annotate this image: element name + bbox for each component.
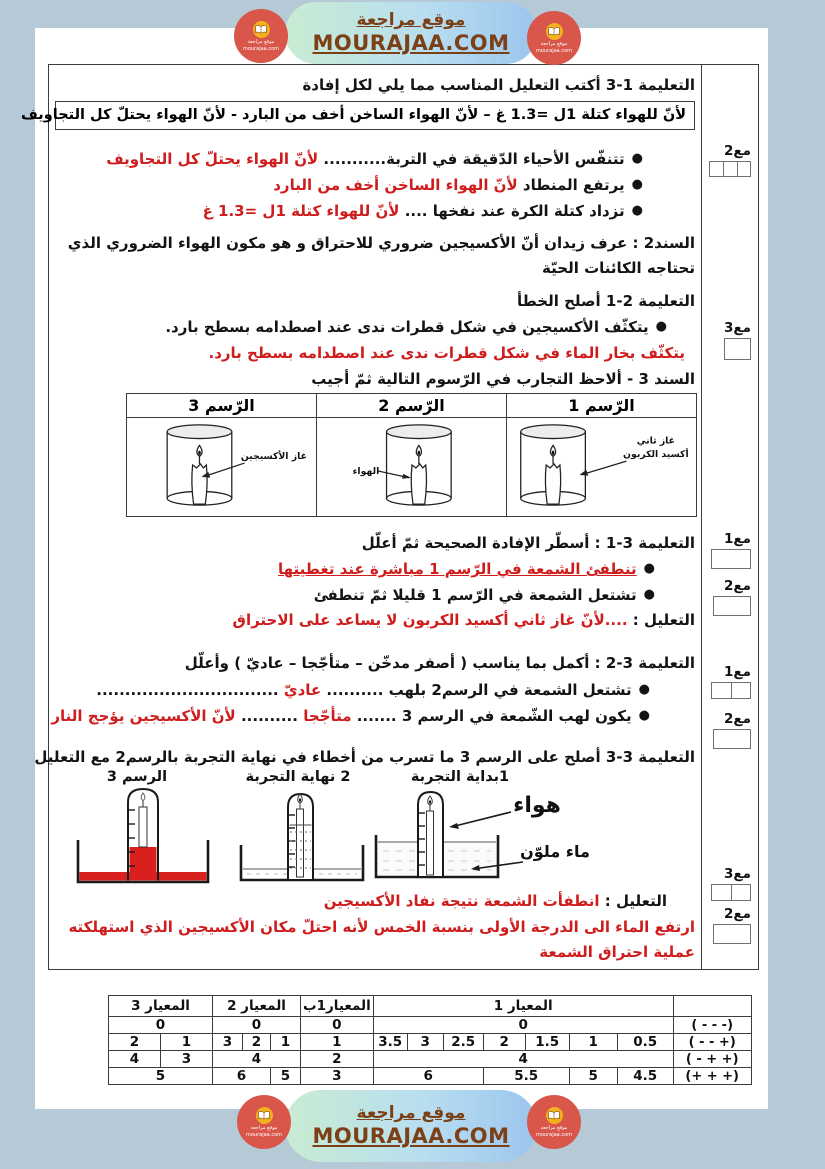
- logo-text-en: mourajaa.com: [246, 1131, 283, 1138]
- bullet-item: [55, 147, 643, 173]
- score-row: [109, 1068, 752, 1085]
- score-cell: 5: [271, 1068, 301, 1085]
- figure-caption-end: 2 نهاية التجربة: [245, 769, 351, 785]
- justification-1-text: ....لأنّ غاز ثاني أكسيد الكربون لا يساعد على الاحتراق: [232, 611, 628, 629]
- score-cell: 1: [301, 1034, 374, 1051]
- criterion-label: مع3: [724, 866, 751, 882]
- fill-1-question: تشتعل الشمعة في الرسم2 بلهب ..........: [326, 681, 632, 699]
- jar-cell-3: [127, 418, 317, 517]
- score-cell: 6: [373, 1068, 483, 1085]
- criterion-mark: [711, 532, 751, 569]
- fill-1-answer: عاديّ: [283, 681, 322, 699]
- statement-correct: [55, 557, 695, 583]
- bullet-dot-icon: ●: [638, 708, 650, 723]
- score-row: [109, 1034, 752, 1051]
- score-cell: 2.5: [443, 1034, 483, 1051]
- jar-table-header-2: الرّسم 2: [317, 394, 507, 418]
- logo-text-en: mourajaa.com: [536, 47, 573, 54]
- bullet-dot-icon: ●: [655, 319, 667, 334]
- figure-caption-start: 1بداية التجربة: [410, 769, 510, 785]
- book-icon: [546, 1107, 563, 1124]
- bullet-answer: لأنّ الهواء الساخن أخف من البارد: [273, 176, 518, 194]
- score-cell: 2: [301, 1051, 374, 1068]
- score-cell: 2: [243, 1034, 271, 1051]
- score-box: [713, 596, 751, 616]
- criterion-label: مع1: [724, 664, 751, 680]
- fill-2-dots: ..........: [240, 707, 298, 725]
- criterion-mark: [724, 321, 751, 360]
- justification-label: التعليل :: [632, 611, 695, 629]
- statement-wrong-text: تشتعل الشمعة في الرّسم 1 قليلا ثمّ تنطفئ: [313, 586, 637, 604]
- statement-correct-text: تنطفئ الشمعة في الرّسم 1 مباشرة عند تغطيتها: [277, 560, 637, 578]
- criterion-mark: [709, 144, 751, 177]
- jar-cell-2: [317, 418, 507, 517]
- criterion-label: مع2: [724, 143, 751, 159]
- bullet-dot-icon: ●: [631, 177, 643, 192]
- score-cell: 2: [483, 1034, 525, 1051]
- justification-bullet-list: [55, 147, 695, 225]
- fill-2-reason: لأنّ الأكسيجين يؤجج النار: [51, 707, 236, 725]
- fill-2-question: يكون لهب الشّمعة في الرسم 3 .......: [356, 707, 632, 725]
- air-label: الهواء: [352, 465, 379, 477]
- score-row-label: ( - + +): [673, 1051, 751, 1068]
- score-cell: 3: [301, 1068, 374, 1085]
- score-cell: 4: [373, 1051, 673, 1068]
- arrow-icon: [402, 474, 411, 479]
- fill-blank-2: [51, 704, 695, 730]
- instruction-3-2-title: التعليمة 3-2 : أكمل بما يناسب ( أصفر مدخّن – متأجّجا – عاديّ ) وأعلّل: [184, 654, 695, 672]
- logo-text-ar: موقع مراجعة: [250, 1124, 278, 1131]
- score-cell: 0: [109, 1017, 213, 1034]
- criterion-label: مع2: [724, 578, 751, 594]
- bullet-item: [55, 173, 643, 199]
- bullet-question: تزداد كتلة الكرة عند نفخها ....: [404, 202, 625, 220]
- score-header-m1: المعيار 1: [373, 996, 673, 1017]
- figure-caption-drawing3: الرسم 3: [106, 769, 168, 785]
- bullet-dot-icon: ●: [643, 561, 655, 576]
- drawing-start-experiment: [376, 792, 590, 877]
- score-cell: 5.5: [483, 1068, 569, 1085]
- score-cell: 3.5: [373, 1034, 407, 1051]
- score-row-label: (+ + +): [673, 1068, 751, 1085]
- score-box: [709, 161, 751, 177]
- correction-sentence: يتكثّف بخار الماء في شكل قطرات ندى عند اصطدامه بسطح بارد.: [208, 344, 685, 362]
- header-logo-left: [234, 9, 288, 63]
- score-cell: 1: [161, 1034, 213, 1051]
- instruction-2-1-title: التعليمة 2-1 أصلح الخطأ: [517, 292, 695, 310]
- justification-label: التعليل :: [604, 892, 667, 910]
- fill-blank-1: [55, 678, 695, 704]
- oxygen-label: غاز الأكسيجين: [240, 451, 307, 463]
- bullet-question: يرتفع المنطاد: [522, 176, 625, 194]
- footer-site-name: موقع مراجعة: [356, 1103, 466, 1123]
- score-cell: 2: [109, 1034, 161, 1051]
- bullet-dot-icon: ●: [631, 151, 643, 166]
- exam-content-box: [21, 64, 759, 970]
- score-cell: 3: [213, 1034, 243, 1051]
- grading-scale-table: [108, 995, 752, 1085]
- bullet-question: تتنفّس الأحياء الدّقيقة في التربة...........: [323, 150, 625, 168]
- bullet-dot-icon: ●: [638, 682, 650, 697]
- justification-1-line: [55, 608, 695, 633]
- footer-site-badge: [285, 1090, 537, 1162]
- score-header-m1b: المعيار1ب: [301, 996, 374, 1017]
- criterion-mark: [713, 907, 751, 944]
- conclusion-text: ارتفع الماء الى الدرجة الأولى بنسبة الخمس لأنه احتلّ مكان الأكسيجين الذي استهلكته عملية احتراق الشمعة: [68, 918, 695, 961]
- score-cell: 3: [161, 1051, 213, 1068]
- word-bank-box: لأنّ للهواء كتلة 1ل =1.3 غ – لأنّ الهواء الساخن أخف من البارد - لأنّ الهواء يحتلّ كل التجاويف: [55, 101, 695, 130]
- book-icon: [546, 23, 563, 40]
- score-cell: 0.5: [617, 1034, 673, 1051]
- bullet-item: [55, 199, 643, 225]
- score-row-label: ( - - +): [673, 1034, 751, 1051]
- jar-table-header-1: الرّسم 1: [507, 394, 697, 418]
- book-icon: [253, 21, 270, 38]
- logo-text-en: mourajaa.com: [536, 1131, 573, 1138]
- bullet-answer: لأنّ الهواء يحتلّ كل التجاويف: [106, 150, 319, 168]
- score-box: [711, 682, 751, 699]
- footer-logo-left: [237, 1095, 291, 1149]
- jar-cell-1: [507, 418, 697, 517]
- score-header-row: [109, 996, 752, 1017]
- instruction-1-3-title: التعليمة 1-3 أكتب التعليل المناسب مما يلي لكل إفادة: [302, 76, 695, 94]
- header-site-domain: MOURAJAA.COM: [312, 31, 510, 55]
- score-box: [713, 729, 751, 749]
- score-cell: 5: [109, 1068, 213, 1085]
- criterion-mark: [711, 665, 751, 699]
- criterion-label: مع1: [724, 531, 751, 547]
- fill-2-answer: متأجّجا: [303, 707, 352, 725]
- footer-site-domain: MOURAJAA.COM: [312, 1124, 510, 1148]
- score-cell: 0: [213, 1017, 301, 1034]
- candle-jar-air-drawing: [318, 418, 506, 512]
- score-cell: 6: [213, 1068, 271, 1085]
- score-cell: 0: [301, 1017, 374, 1034]
- criterion-label: مع2: [724, 906, 751, 922]
- score-row-label: ( - - -): [673, 1017, 751, 1034]
- score-row: [109, 1051, 752, 1068]
- candle-jar-oxygen-drawing: [128, 418, 316, 512]
- jar-experiments-table: [126, 393, 697, 517]
- header-logo-right: [527, 11, 581, 65]
- co2-label-line1: غاز ثاني: [636, 435, 675, 447]
- logo-text-ar: موقع مراجعة: [247, 38, 275, 45]
- score-box: [711, 884, 751, 901]
- bullet-dot-icon: ●: [643, 587, 655, 602]
- score-cell: 4.5: [617, 1068, 673, 1085]
- error-sentence: [55, 315, 695, 341]
- bullet-dot-icon: ●: [631, 203, 643, 218]
- logo-text-ar: موقع مراجعة: [540, 1124, 568, 1131]
- score-cell: [673, 996, 751, 1017]
- sanad3-text: السند 3 - ألاحظ التجارب في الرّسوم التالية ثمّ أجيب: [311, 370, 695, 388]
- justification-2-line: [55, 889, 695, 914]
- grading-margin: [701, 65, 758, 969]
- statement-wrong: [55, 583, 695, 609]
- arrow-icon: [449, 823, 459, 829]
- instruction-3-1-title: التعليمة 3-1 : أسطّر الإفادة الصحيحة ثمّ أعلّل: [361, 534, 695, 552]
- score-box: [713, 924, 751, 944]
- error-text: يتكثّف الأكسيجين في شكل قطرات ندى عند اصطدامه بسطح بارد.: [165, 318, 649, 336]
- justification-2-text: انطفأت الشمعة نتيجة نفاد الأكسيجين: [323, 892, 600, 910]
- criterion-label: مع3: [724, 320, 751, 336]
- air-annotation: هواء: [513, 793, 561, 818]
- score-box: [711, 549, 751, 569]
- criterion-mark: [713, 712, 751, 749]
- sanad2-text: السند2 : عرف زيدان أنّ الأكسيجين ضروري للاحتراق و هو مكون الهواء الضروري الذي تحتاجه الكائنات الحيّة: [67, 234, 695, 277]
- fill-1-dots: ................................: [96, 681, 279, 699]
- score-header-m2: المعيار 2: [213, 996, 301, 1017]
- book-icon: [256, 1107, 273, 1124]
- score-cell: 3: [407, 1034, 443, 1051]
- main-text-area: [21, 65, 701, 969]
- candle-jar-co2-drawing: [508, 418, 696, 512]
- score-box: [724, 338, 751, 360]
- criterion-mark: [713, 579, 751, 616]
- co2-label-line2: أكسيد الكربون: [622, 449, 689, 461]
- header-site-name: موقع مراجعة: [356, 10, 466, 30]
- colored-water-annotation: ماء ملوّن: [520, 842, 590, 861]
- score-cell: 0: [373, 1017, 673, 1034]
- bullet-answer: لأنّ للهواء كتلة 1ل =1.3 غ: [202, 202, 400, 220]
- score-header-m3: المعيار 3: [109, 996, 213, 1017]
- score-cell: 4: [109, 1051, 161, 1068]
- arrow-icon: [579, 470, 588, 476]
- score-cell: 1: [569, 1034, 617, 1051]
- drawing-3-corrected: [78, 789, 208, 882]
- drawing-end-experiment: [241, 794, 363, 880]
- logo-text-ar: موقع مراجعة: [540, 40, 568, 47]
- criterion-label: مع2: [724, 711, 751, 727]
- score-cell: 1.5: [525, 1034, 569, 1051]
- criterion-mark: [711, 867, 751, 901]
- score-cell: 4: [213, 1051, 301, 1068]
- footer-logo-right: [527, 1095, 581, 1149]
- score-row: [109, 1017, 752, 1034]
- jar-table-header-3: الرّسم 3: [127, 394, 317, 418]
- logo-text-en: mourajaa.com: [243, 45, 280, 52]
- score-cell: 1: [271, 1034, 301, 1051]
- score-cell: 5: [569, 1068, 617, 1085]
- header-site-badge: [285, 2, 537, 64]
- instruction-3-3-title: التعليمة 3-3 أصلح على الرسم 3 ما تسرب من أخطاء في نهاية التجربة بالرسم2 مع التعليل: [34, 748, 695, 766]
